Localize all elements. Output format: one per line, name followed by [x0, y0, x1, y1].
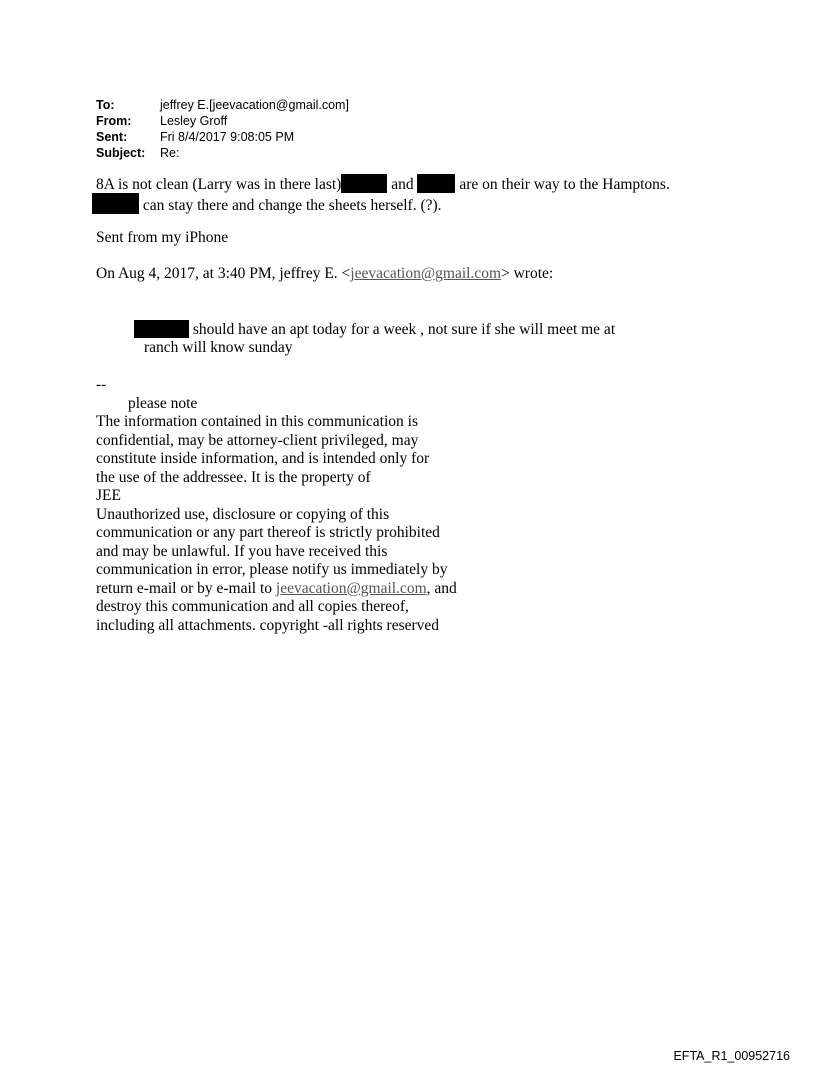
- sent-label: Sent:: [96, 130, 128, 144]
- subject-value: Re:: [160, 146, 180, 160]
- disclaimer-line: including all attachments. copyright -all rights reserved: [96, 616, 440, 634]
- disclaimer-line: communication or any part thereof is strictly prohibited: [96, 524, 440, 541]
- to-label: To:: [96, 98, 115, 112]
- reply-line-1-part-b: and: [391, 176, 414, 193]
- redaction-box: [92, 193, 139, 214]
- quote-header-prefix: On Aug 4, 2017, at 3:40 PM, jeffrey E. <: [96, 265, 351, 282]
- subject-label: Subject:: [96, 146, 146, 160]
- disclaimer-line: JEE: [96, 487, 121, 504]
- disclaimer-email-line: [96, 580, 457, 599]
- disclaimer-email-prefix: return e-mail or by e-mail to: [96, 579, 276, 597]
- disclaimer-line: communication in error, please notify us immediately by: [96, 561, 448, 578]
- redaction-box: [341, 174, 387, 193]
- signature: Sent from my iPhone: [96, 229, 229, 246]
- sent-value: Fri 8/4/2017 9:08:05 PM: [160, 130, 295, 144]
- disclaimer-line: constitute inside information, and is intended only for: [96, 450, 430, 467]
- disclaimer-email-link[interactable]: jeevacation@gmail.com: [275, 579, 427, 597]
- quoted-line-1-text: should have an apt today for a week , not sure if she will meet me at: [192, 321, 616, 338]
- disclaimer-email-suffix: , and: [426, 579, 457, 597]
- reply-line-2-text: can stay there and change the sheets herself. (?).: [142, 197, 442, 214]
- disclaimer-line: the use of the addressee. It is the property of: [96, 468, 371, 486]
- disclaimer-line: destroy this communication and all copies thereof,: [96, 598, 409, 615]
- redaction-box: [417, 174, 455, 193]
- disclaimer-block: [96, 413, 457, 635]
- sent-row: [96, 129, 349, 145]
- disclaimer-note: please note: [128, 395, 198, 412]
- quote-header-suffix: > wrote:: [501, 265, 554, 282]
- subject-row: [96, 145, 349, 161]
- quote-header-email-link[interactable]: jeevacation@gmail.com: [350, 265, 501, 282]
- disclaimer-line: Unauthorized use, disclosure or copying of this: [96, 505, 390, 523]
- disclaimer-line: confidential, may be attorney-client privileged, may: [96, 431, 419, 449]
- reply-line-1-part-c: are on their way to the Hamptons.: [459, 176, 670, 193]
- reply-line-1: [96, 174, 670, 195]
- disclaimer-line: The information contained in this communication is: [96, 413, 418, 430]
- reply-line-2: [92, 193, 442, 216]
- to-value: jeffrey E.[jeevacation@gmail.com]: [160, 98, 349, 112]
- quoted-line-2: ranch will know sunday: [144, 339, 293, 356]
- from-value: Lesley Groff: [160, 114, 228, 128]
- to-row: [96, 97, 349, 113]
- quoted-line-1: [134, 320, 615, 340]
- document-id: EFTA_R1_00952716: [673, 1049, 790, 1063]
- quote-header: [96, 265, 553, 284]
- redaction-box: [134, 320, 189, 338]
- from-row: [96, 113, 349, 129]
- disclaimer-line: and may be unlawful. If you have received this: [96, 542, 388, 560]
- from-label: From:: [96, 114, 132, 128]
- reply-line-1-part-a: 8A is not clean (Larry was in there last): [96, 176, 342, 193]
- email-header: [96, 97, 349, 161]
- disclaimer-dashes: --: [96, 376, 107, 393]
